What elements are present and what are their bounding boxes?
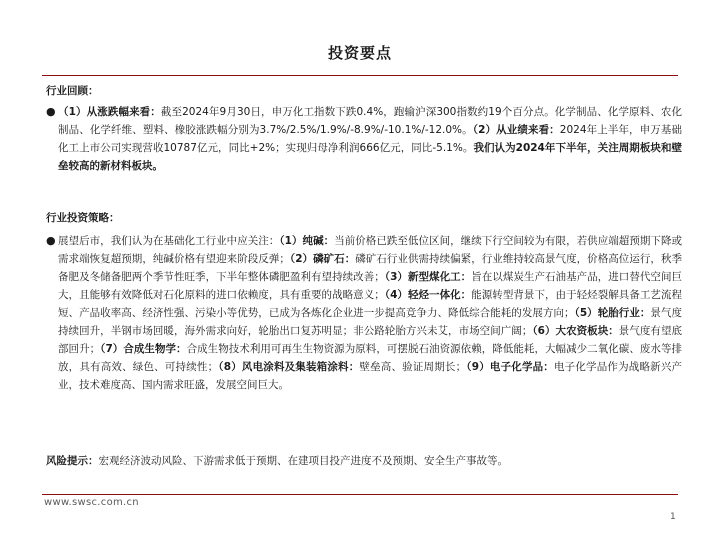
industry-review-body xyxy=(58,103,682,175)
highlight-text: （9）电子化学品： xyxy=(466,361,554,373)
body-text: 电子化学品作为战略新兴产业，技术难度高、国内需求旺盛，发展空间巨大。 xyxy=(58,361,683,391)
risk-warning xyxy=(46,452,682,470)
page-title: 投资要点 xyxy=(327,44,392,62)
risk-label: 风险提示： xyxy=(46,455,99,467)
investment-strategy-body xyxy=(58,232,682,394)
highlight-text: 我们认为2024年下半年，关注周期板块和壁垒较高的新材料板块。 xyxy=(58,142,682,172)
footer-url: www.swsc.com.cn xyxy=(44,497,139,508)
risk-text: 宏观经济波动风险、下游需求低于预期、在建项目投产进度不及预期、安全生产事故等。 xyxy=(98,455,508,467)
highlight-text: （1）纯碱： xyxy=(279,235,335,247)
body-text: 壁垒高、验证周期长； xyxy=(359,361,467,373)
header-divider xyxy=(42,75,678,76)
body-text: 磷矿石行业供需持续偏紧，行业维持较高景气度，价格高位运行，秋季备肥及冬储备肥两个季节性旺季，下半年整体磷肥盈利有望持续改善； xyxy=(58,253,683,283)
body-text: 截至2024年9月30日，申万化工指数下跌0.4%，跑输沪深300指数约19个百分点。化学制品、化学原料、农化制品、化学纤维、塑料、橡胶涨跌幅分别为3.7%/2.5%/1.9%/-8.9%/-10.1%/-12.0%。 xyxy=(58,106,682,136)
body-text: 景气度持续回升，半钢市场回暖，海外需求向好，轮胎出口复苏明显；非公路轮胎方兴未艾，市场空间广阔； xyxy=(58,307,683,337)
industry-review-heading: 行业回顾： xyxy=(46,85,99,97)
body-text: 景气度有望底部回升； xyxy=(58,325,683,355)
investment-strategy-paragraph xyxy=(46,232,682,394)
body-text: 合成生物技术利用可再生生物资源为原料，可摆脱石油资源依赖，降低能耗，大幅减少二氧化碳、废水等排放，具有高效、绿色、可持续性； xyxy=(58,343,682,373)
highlight-text: （4）轻烃一体化： xyxy=(384,289,472,301)
highlight-text: （2）磷矿石： xyxy=(289,253,356,265)
highlight-text: （6）大农资板块： xyxy=(532,325,619,337)
highlight-text: （3）新型煤化工： xyxy=(384,271,472,283)
body-text: 旨在以煤炭生产石油基产品，进口替代空间巨大，且能够有效降低对石化原料的进口依赖度，具有重要的战略意义； xyxy=(58,271,683,301)
footer-divider xyxy=(42,494,678,495)
body-text: 能源转型背景下，由于轻烃裂解具备工艺流程短、产品收率高、经济性强、污染小等优势，已成为各炼化企业进一步提高竞争力、降低综合能耗的发展方向； xyxy=(58,289,683,319)
bullet-icon: ● xyxy=(46,234,56,247)
investment-strategy-heading: 行业投资策略： xyxy=(46,212,120,224)
industry-review-paragraph xyxy=(46,103,682,175)
page-number: 1 xyxy=(670,512,676,522)
highlight-text: （2）从业绩来看： xyxy=(472,124,560,136)
body-text: 展望后市，我们认为在基础化工行业中应关注： xyxy=(58,235,280,247)
highlight-text: （8）风电涂料及集装箱涂料： xyxy=(218,361,360,373)
highlight-text: （5）轮胎行业： xyxy=(574,307,651,319)
bullet-icon: ● xyxy=(46,105,56,118)
body-text: 2024年上半年，申万基础化工上市公司实现营收10787亿元，同比+2%；实现归母净利润666亿元，同比-5.1%。 xyxy=(58,124,682,154)
body-text: 当前价格已跌至低位区间，继续下行空间较为有限，若供应端超预期下降或需求端恢复超预期，纯碱价格有望迎来阶段反弹； xyxy=(58,235,683,265)
highlight-text: （1）从涨跌幅来看： xyxy=(58,106,161,118)
highlight-text: （7）合成生物学： xyxy=(100,343,187,355)
